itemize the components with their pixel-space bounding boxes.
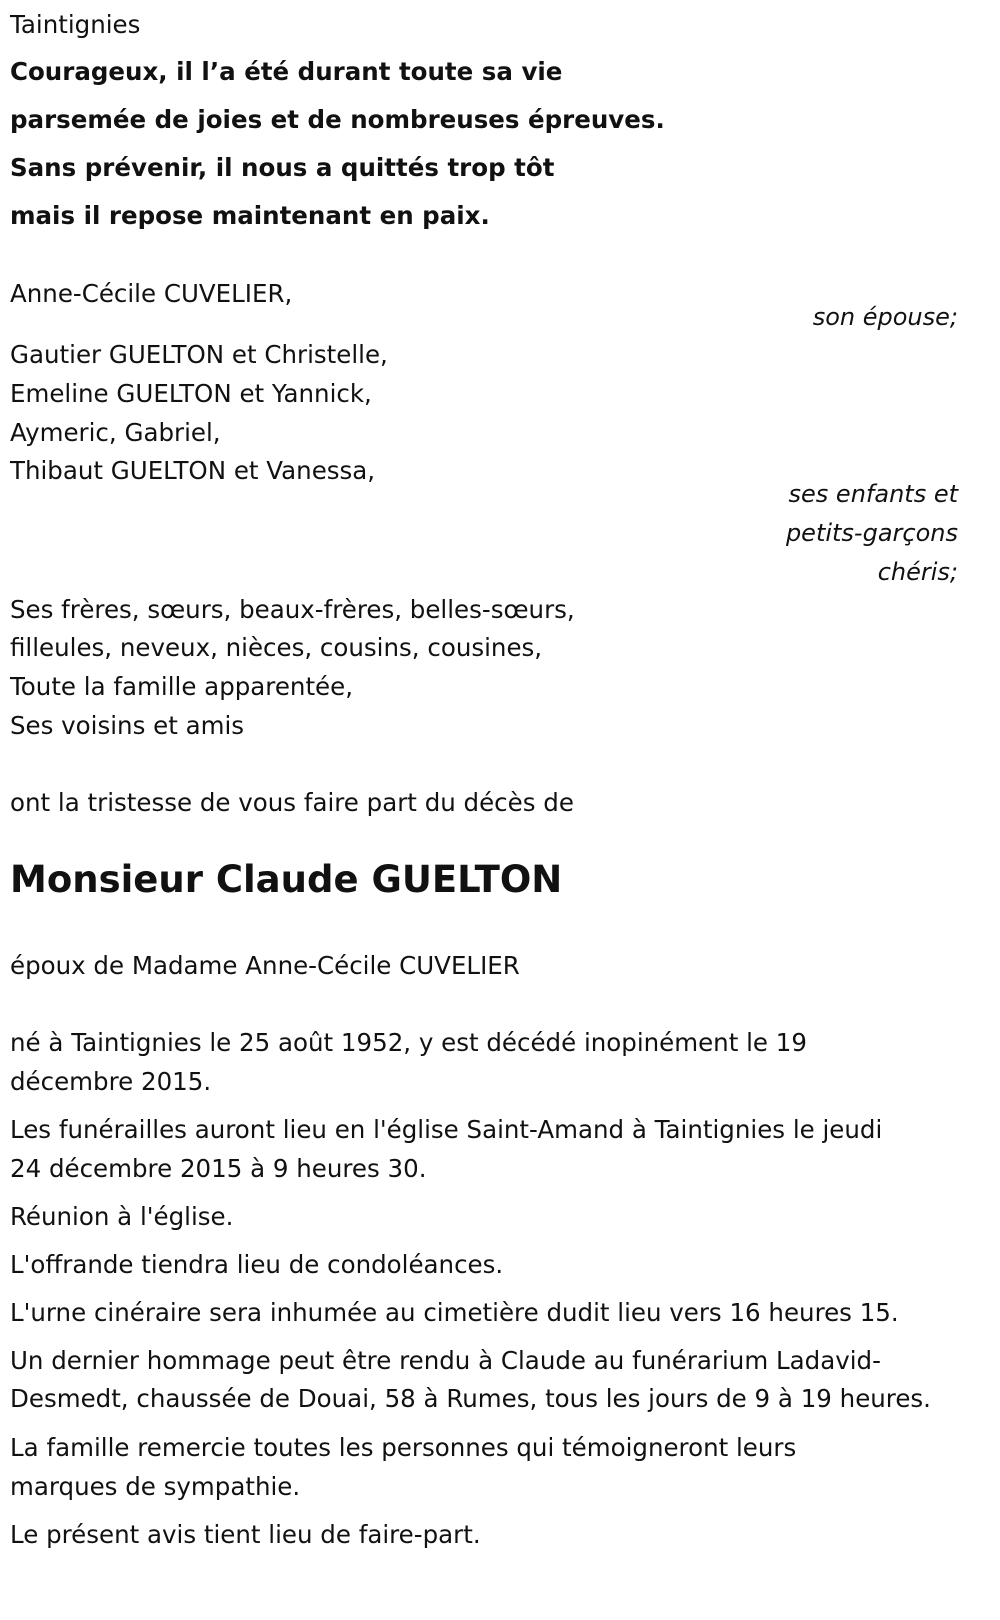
paragraph-line: La famille remercie toutes les personnes qui témoigneront leurs: [10, 1433, 797, 1462]
paragraph-line: marques de sympathie.: [10, 1472, 301, 1501]
paragraph-line: 24 décembre 2015 à 9 heures 30.: [10, 1154, 427, 1183]
family-line: filleules, neveux, nièces, cousins, cousines,: [10, 633, 543, 662]
family-line: Toute la famille apparentée,: [10, 672, 353, 701]
child-name: Emeline GUELTON et Yannick,: [10, 379, 372, 408]
child-name: Thibaut GUELTON et Vanessa,: [10, 456, 376, 485]
children-role: chéris;: [877, 558, 958, 586]
child-name: Aymeric, Gabriel,: [10, 418, 221, 447]
paragraph-line: L'urne cinéraire sera inhumée au cimetière dudit lieu vers 16 heures 15.: [10, 1298, 899, 1327]
spouse-role: son épouse;: [812, 303, 958, 331]
paragraph-line: Un dernier hommage peut être rendu à Claude au funérarium Ladavid-: [10, 1346, 881, 1375]
announcement: ont la tristesse de vous faire part du décès de: [10, 788, 574, 817]
family-line: Ses frères, sœurs, beaux-frères, belles-sœurs,: [10, 595, 575, 624]
poem-line: Sans prévenir, il nous a quittés trop tôt: [10, 153, 555, 182]
children-role: petits-garçons: [785, 519, 958, 547]
poem-line: Courageux, il l’a été durant toute sa vie: [10, 57, 563, 86]
deceased-name: Monsieur Claude GUELTON: [10, 858, 563, 901]
paragraph-line: Desmedt, chaussée de Douai, 58 à Rumes, tous les jours de 9 à 19 heures.: [10, 1384, 931, 1413]
paragraph-line: Le présent avis tient lieu de faire-part.: [10, 1520, 481, 1549]
spouse-name: Anne-Cécile CUVELIER,: [10, 279, 293, 308]
paragraph-line: Réunion à l'église.: [10, 1202, 234, 1231]
paragraph-line: né à Taintignies le 25 août 1952, y est décédé inopinément le 19: [10, 1028, 807, 1057]
children-role: ses enfants et: [788, 480, 958, 508]
poem-line: parsemée de joies et de nombreuses épreuves.: [10, 105, 665, 134]
spouse-of: époux de Madame Anne-Cécile CUVELIER: [10, 951, 520, 980]
paragraph-line: décembre 2015.: [10, 1067, 212, 1096]
family-line: Ses voisins et amis: [10, 711, 245, 740]
child-name: Gautier GUELTON et Christelle,: [10, 340, 388, 369]
paragraph-line: L'offrande tiendra lieu de condoléances.: [10, 1250, 504, 1279]
poem-line: mais il repose maintenant en paix.: [10, 201, 490, 230]
place: Taintignies: [10, 10, 141, 39]
paragraph-line: Les funérailles auront lieu en l'église Saint-Amand à Taintignies le jeudi: [10, 1115, 883, 1144]
